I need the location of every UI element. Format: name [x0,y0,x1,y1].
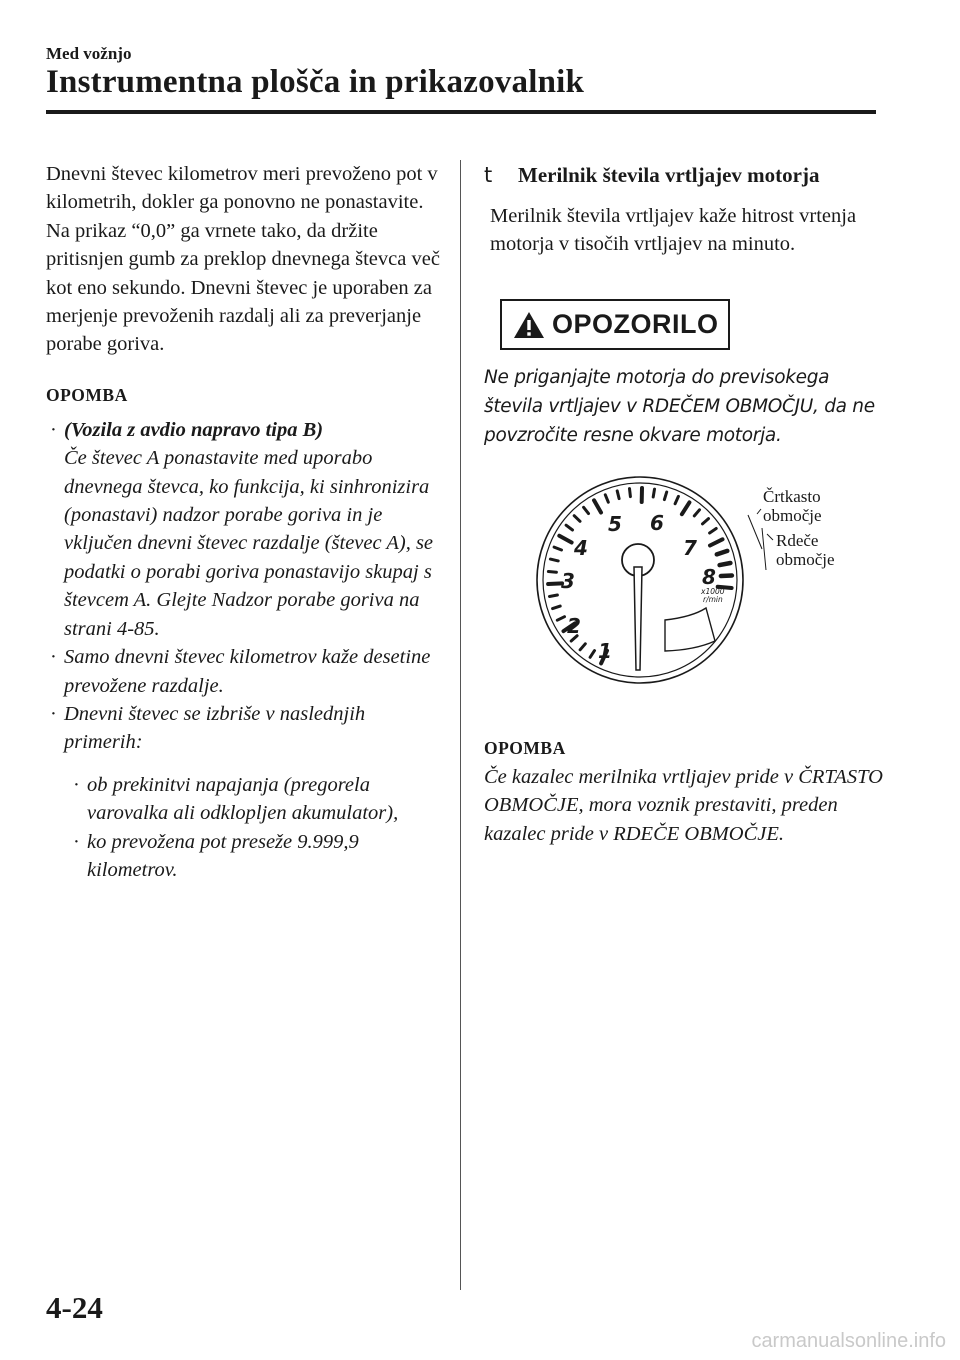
left-column [46,160,446,884]
gauge-minor-tick [664,492,666,500]
dashed-zone-label-line2: območje [763,506,822,525]
gauge-unit-multiplier: x1000 [701,587,725,596]
gauge-unit: r/min [703,595,723,604]
gauge-minor-tick [694,510,699,516]
column-divider [460,160,461,1290]
gauge-major-tick [710,539,723,545]
gauge-minor-tick [550,559,558,561]
section-label: Med vožnjo [46,44,132,63]
note-sub-list [46,771,446,885]
gauge-number-7: 7 [683,536,697,560]
right-column [484,160,884,259]
gauge-minor-tick [554,547,561,550]
warning-box [500,299,730,350]
note-item-lead: (Vozila z avdio napravo tipa B) [64,418,324,441]
note-list [46,416,446,757]
tachometer-paragraph: Merilnik števila vrtljajev kaže hitrost vrtenja motorja v tisočih vrtljajev na minuto. [490,205,857,256]
note-item-text: Če števec A ponastavite med uporabo dnevnega števca, ko funkcija, ki sinhronizira (ponastavi) nadzor porabe goriva in je vključen dnevni števec razdalje (števec A), se podatki o porabi goriva ponastavijo skupaj s števcem A. Glejte Nadzor porabe goriva na strani 4-85. [64,447,434,640]
page-title: Instrumentna plošča in prikazovalnik [46,64,585,100]
gauge-minor-tick [557,617,564,621]
note-heading: OPOMBA [46,384,128,405]
tachometer-note [484,738,884,848]
gauge-minor-tick [710,529,717,534]
note-heading: OPOMBA [484,738,566,758]
gauge-number-4: 4 [574,536,588,560]
gauge-minor-tick [721,576,732,577]
note-sub-item-text: ko prevožena pot preseže 9.999,9 kilometrov. [87,830,359,881]
note-sub-item [73,771,446,828]
gauge-number-1: 1 [598,639,612,663]
gauge-major-tick [559,536,571,543]
note-sub-item-text: ob prekinitvi napajanja (pregorela varovalka ali odklopljen akumulator), [87,773,399,825]
bullet-icon: · [50,418,57,441]
note-item [46,643,446,700]
gauge-minor-tick [580,644,585,650]
gauge-number-5: 5 [608,512,622,536]
note-item-text: Samo dnevni števec kilometrov kaže desetine prevožene razdalje. [64,646,431,697]
page-number: 4-24 [46,1290,103,1325]
gauge-number-3: 3 [561,569,575,593]
gauge-minor-tick [550,595,558,597]
gauge-minor-tick [720,563,731,565]
gauge-minor-tick [574,516,580,522]
tachometer-diagram [510,470,860,710]
dashed-zone-label-line1: Črtkasto [763,487,821,506]
note-item [46,416,446,643]
gauge-number-8: 8 [702,565,716,589]
gauge-major-tick [594,500,601,512]
gauge-major-tick [682,502,690,514]
note-item [46,700,446,757]
gauge-major-tick [548,583,562,584]
gauge-minor-tick [584,507,589,513]
section-marker: t [484,163,493,187]
bullet-icon: · [73,773,80,796]
warning-triangle-icon [512,310,546,340]
gauge-number-2: 2 [567,614,581,638]
gauge-minor-tick [675,496,678,503]
note-sub-item [73,828,446,885]
warning-text: Ne priganjajte motorja do previsokega števila vrtljajev v RDEČEM OBMOČJU, da ne povzročite resne okvare motorja. [484,367,875,446]
tachometer-heading [484,160,884,190]
red-zone-label-line2: območje [776,550,835,569]
tachometer-note-text: Če kazalec merilnika vrtljajev pride v ČRTASTO OBMOČJE, mora voznik prestaviti, preden kazalec pride v RDEČE OBMOČJE. [484,766,883,845]
warning-label: OPOZORILO [552,309,719,339]
bullet-icon: · [50,702,57,725]
gauge-minor-tick [553,606,561,609]
gauge-minor-tick [703,519,709,524]
gauge-minor-tick [630,489,631,497]
gauge-minor-tick [653,489,654,497]
title-rule [46,110,876,114]
trip-meter-paragraph: Dnevni števec kilometrov meri prevoženo pot v kilometrih, dokler ga ponovno ne ponastavite. Na prikaz “0,0” ga vrnete tako, da držite pritisnjen gumb za preklop dnevnega števca več kot eno sekundo. Dnevni števec je uporaben za merjenje prevoženih razdalj ali za preverjanje porabe goriva. [46,163,440,356]
gauge-needle [634,567,642,670]
note-item-text: Dnevni števec se izbriše v naslednjih primerih: [64,702,366,754]
gauge-minor-tick [717,551,728,555]
gauge-minor-tick [548,572,556,573]
gauge-minor-tick [605,495,608,502]
tachometer-heading-text: Merilnik števila vrtljajev motorja [518,163,820,187]
watermark: carmanualsonline.info [751,1330,946,1352]
bullet-icon: · [50,646,57,669]
gauge-number-6: 6 [650,511,664,535]
fuel-display-window [665,608,715,651]
gauge-minor-tick [617,491,619,499]
red-zone-label-line1: Rdeče [776,531,819,550]
bullet-icon: · [73,830,80,853]
gauge-minor-tick [590,651,594,658]
gauge-minor-tick [566,525,572,530]
